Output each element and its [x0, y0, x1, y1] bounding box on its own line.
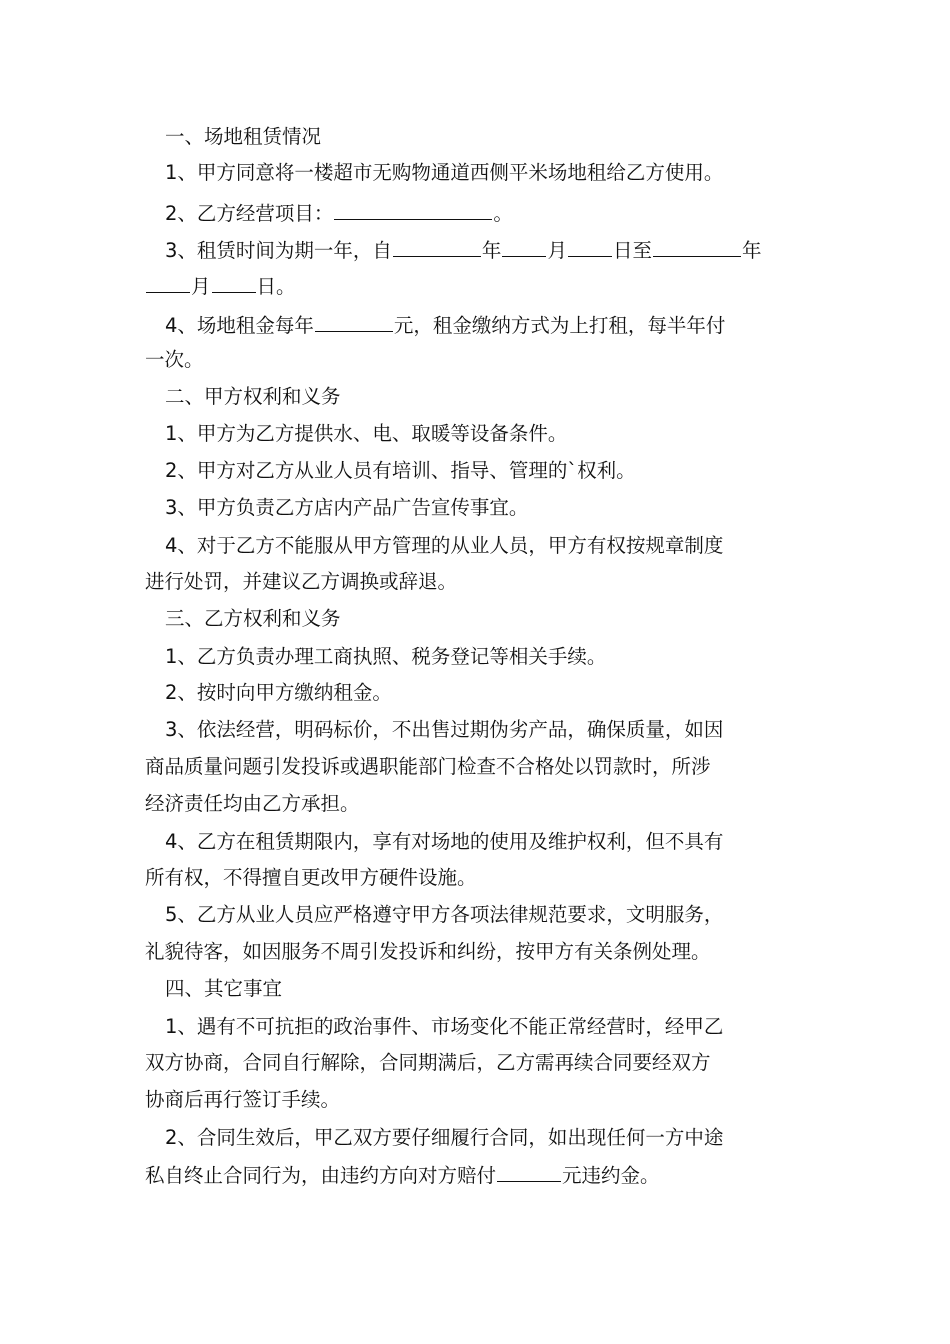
blank-annual-rent	[315, 312, 393, 332]
clause-3-5: 5、乙方从业人员应严格遵守甲方各项法律规范要求，文明服务，	[165, 903, 724, 926]
clause-2-4-cont: 进行处罚，并建议乙方调换或辞退。	[145, 570, 458, 593]
blank-start-year	[393, 237, 481, 257]
clause-2-1: 1、甲方为乙方提供水、电、取暖等设备条件。	[165, 422, 568, 445]
clause-4-1: 1、遇有不可抗拒的政治事件、市场变化不能正常经营时，经甲乙	[165, 1015, 724, 1038]
blank-penalty-amount	[497, 1162, 561, 1182]
clause-2-2: 2、甲方对乙方从业人员有培训、指导、管理的`权利。	[165, 459, 636, 482]
section-heading-2: 二、甲方权利和义务	[165, 385, 341, 408]
section-heading-1: 一、场地租赁情况	[165, 125, 322, 148]
clause-4-2: 2、合同生效后，甲乙双方要仔细履行合同，如出现任何一方中途	[165, 1126, 724, 1149]
blank-end-day	[212, 273, 256, 293]
clause-3-3: 3、依法经营，明码标价，不出售过期伪劣产品，确保质量，如因	[165, 718, 724, 741]
clause-1-4-cont: 一次。	[145, 348, 204, 371]
blank-end-year	[653, 237, 741, 257]
section-heading-3: 三、乙方权利和义务	[165, 607, 341, 630]
clause-3-1: 1、乙方负责办理工商执照、税务登记等相关手续。	[165, 645, 607, 668]
blank-start-day	[568, 237, 612, 257]
clause-3-4: 4、乙方在租赁期限内，享有对场地的使用及维护权利，但不具有	[165, 830, 724, 853]
clause-1-4: 4、场地租金每年 元，租金缴纳方式为上打租，每半年付	[165, 314, 726, 337]
clause-1-3-cont: 月 日。	[145, 273, 296, 299]
blank-business-item	[334, 200, 492, 220]
section-heading-4: 四、其它事宜	[165, 977, 283, 1000]
clause-4-2-cont: 私自终止合同行为，由违约方向对方赔付 元违约金。	[145, 1164, 660, 1187]
clause-3-2: 2、按时向甲方缴纳租金。	[165, 681, 392, 704]
clause-3-5-cont: 礼貌待客，如因服务不周引发投诉和纠纷，按甲方有关条例处理。	[145, 940, 711, 963]
clause-3-3-cont: 商品质量问题引发投诉或遇职能部门检查不合格处以罚款时，所涉	[145, 755, 711, 778]
clause-1-1: 1、甲方同意将一楼超市无购物通道西侧平米场地租给乙方使用。	[165, 161, 724, 184]
clause-2-3: 3、甲方负责乙方店内产品广告宣传事宜。	[165, 496, 529, 519]
clause-3-4-cont: 所有权，不得擅自更改甲方硬件设施。	[145, 866, 477, 889]
clause-2-4: 4、对于乙方不能服从甲方管理的从业人员，甲方有权按规章制度	[165, 534, 724, 557]
clause-4-1-cont: 双方协商，合同自行解除，合同期满后，乙方需再续合同要经双方	[145, 1051, 711, 1074]
blank-end-month	[146, 273, 190, 293]
blank-start-month	[502, 237, 546, 257]
clause-3-3-cont2: 经济责任均由乙方承担。	[145, 792, 360, 815]
clause-4-1-cont2: 协商后再行签订手续。	[145, 1088, 341, 1111]
clause-1-2: 2、乙方经营项目： 。	[165, 202, 513, 225]
clause-1-3: 3、租赁时间为期一年，自 年 月 日至 年	[165, 239, 762, 262]
